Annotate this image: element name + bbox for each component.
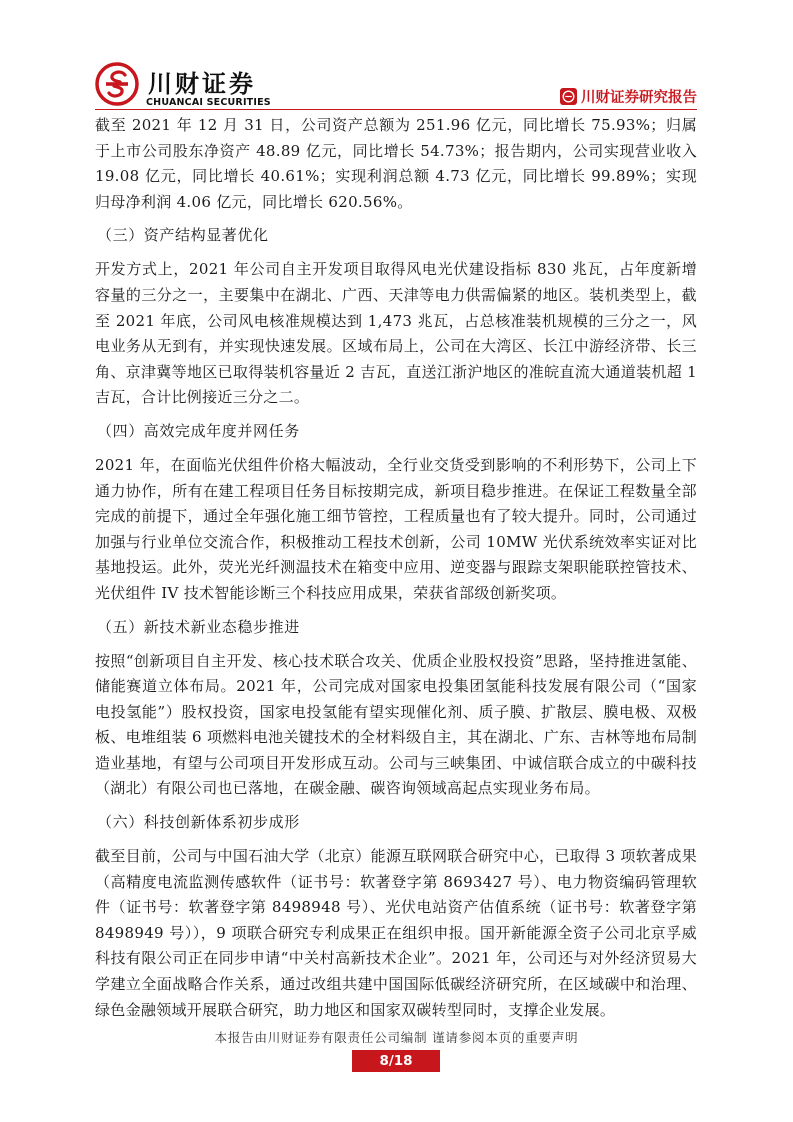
report-label [560, 86, 697, 106]
page-header [0, 0, 793, 110]
paragraph-innovation: 截至目前，公司与中国石油大学（北京）能源互联网联合研究中心，已取得 3 项软著成果（高精度电流监测传感软件（证书号：软著登字第 8693427 号）、电力物资编码管理软件（证书号：软著登字第 8498948 号）、光伏电站资产估值系统（证书号：软著登字第 8498949 号）），9 项联合研究专利成果正在组织申报。国开新能源全资子公司北京孚威科技有限公司正在同步申请“中关村高新技术企业”。2021 年，公司还与对外经济贸易大学建立全面战略合作关系，通过改组共建中国国际低碳经济研究所，在区域碳中和治理、绿色金融领域开展联合研究，助力地区和国家双碳转型同时，支撑企业发展。 [95, 847, 697, 1019]
company-name-en: CHUANCAI SECURITIES [146, 97, 271, 108]
chuancai-logo-icon [95, 62, 139, 106]
section-heading-new-business: （五）新技术新业态稳步推进 [97, 617, 300, 636]
header-divider [95, 109, 697, 110]
paragraph-grid-connection: 2021 年，在面临光伏组件价格大幅波动，全行业交货受到影响的不利形势下，公司上下通力协作，所有在建工程项目任务目标按期完成，新项目稳步推进。在保证工程数量全部完成的前提下，通过全年强化施工细节管控，工程质量也有了较大提升。同时，公司通过加强与行业单位交流合作，积极推动工程技术创新，公司 10MW 光伏系统效率实证对比基地投运。此外，荧光光纤测温技术在箱变中应用、逆变器与跟踪支架职能联控管技术、光伏组件 IV 技术智能诊断三个科技应用成果，荣获省部级创新奖项。 [95, 455, 697, 602]
footer-disclaimer: 本报告由川财证券有限责任公司编制 谨请参阅本页的重要声明 [214, 1030, 579, 1045]
page-number: 8/18 [352, 1050, 440, 1072]
report-label-text: 川财证券研究报告 [581, 89, 697, 106]
paragraph-new-business: 按照“创新项目自主开发、核心技术联合攻关、优质企业股权投资”思路，坚持推进氢能、储能赛道立体布局。2021 年，公司完成对国家电投集团氢能科技发展有限公司（“国家电投氢能”）股权投资，国家电投氢能有望实现催化剂、质子膜、扩散层、膜电极、双极板、电堆组装 6 项燃料电池关键技术的全材料级自主，其在湖北、广东、吉林等地布局制造业基地，有望与公司项目开发形成互动。公司与三峡集团、中诚信联合成立的中碳科技（湖北）有限公司也已落地，在碳金融、碳咨询领域高起点实现业务布局。 [95, 651, 697, 798]
paragraph-asset-structure: 开发方式上，2021 年公司自主开发项目取得风电光伏建设指标 830 兆瓦，占年度新增容量的三分之一，主要集中在湖北、广西、天津等电力供需偏紧的地区。装机类型上，截至 2021 年底，公司风电核准规模达到 1,473 兆瓦，占总核准装机规模的三分之一，风电业务从无到有，并实现快速发展。区域布局上，公司在大湾区、长江中游经济带、长三角、京津冀等地区已取得装机容量近 2 吉瓦，直送江浙沪地区的准皖直流大通道装机超 1 吉瓦，合计比例接近三分之二。 [95, 260, 697, 407]
section-heading-innovation: （六）科技创新体系初步成形 [97, 813, 300, 832]
section-heading-grid-connection: （四）高效完成年度并网任务 [97, 421, 300, 440]
paragraph-financial-summary: 截至 2021 年 12 月 31 日，公司资产总额为 251.96 亿元，同比增长 75.93%；归属于上市公司股东净资产 48.89 亿元，同比增长 54.73%；报告期内，公司实现营业收入 19.08 亿元，同比增长 40.61%；实现利润总额 4.73 亿元，同比增长 99.89%；实现归母净利润 4.06 亿元，同比增长 620.56%。 [95, 116, 697, 211]
section-heading-asset-structure: （三）资产结构显著优化 [97, 226, 269, 245]
report-body [95, 113, 697, 1023]
company-name-cn: 川财证券 [148, 70, 256, 98]
report-logo-icon [560, 88, 577, 105]
